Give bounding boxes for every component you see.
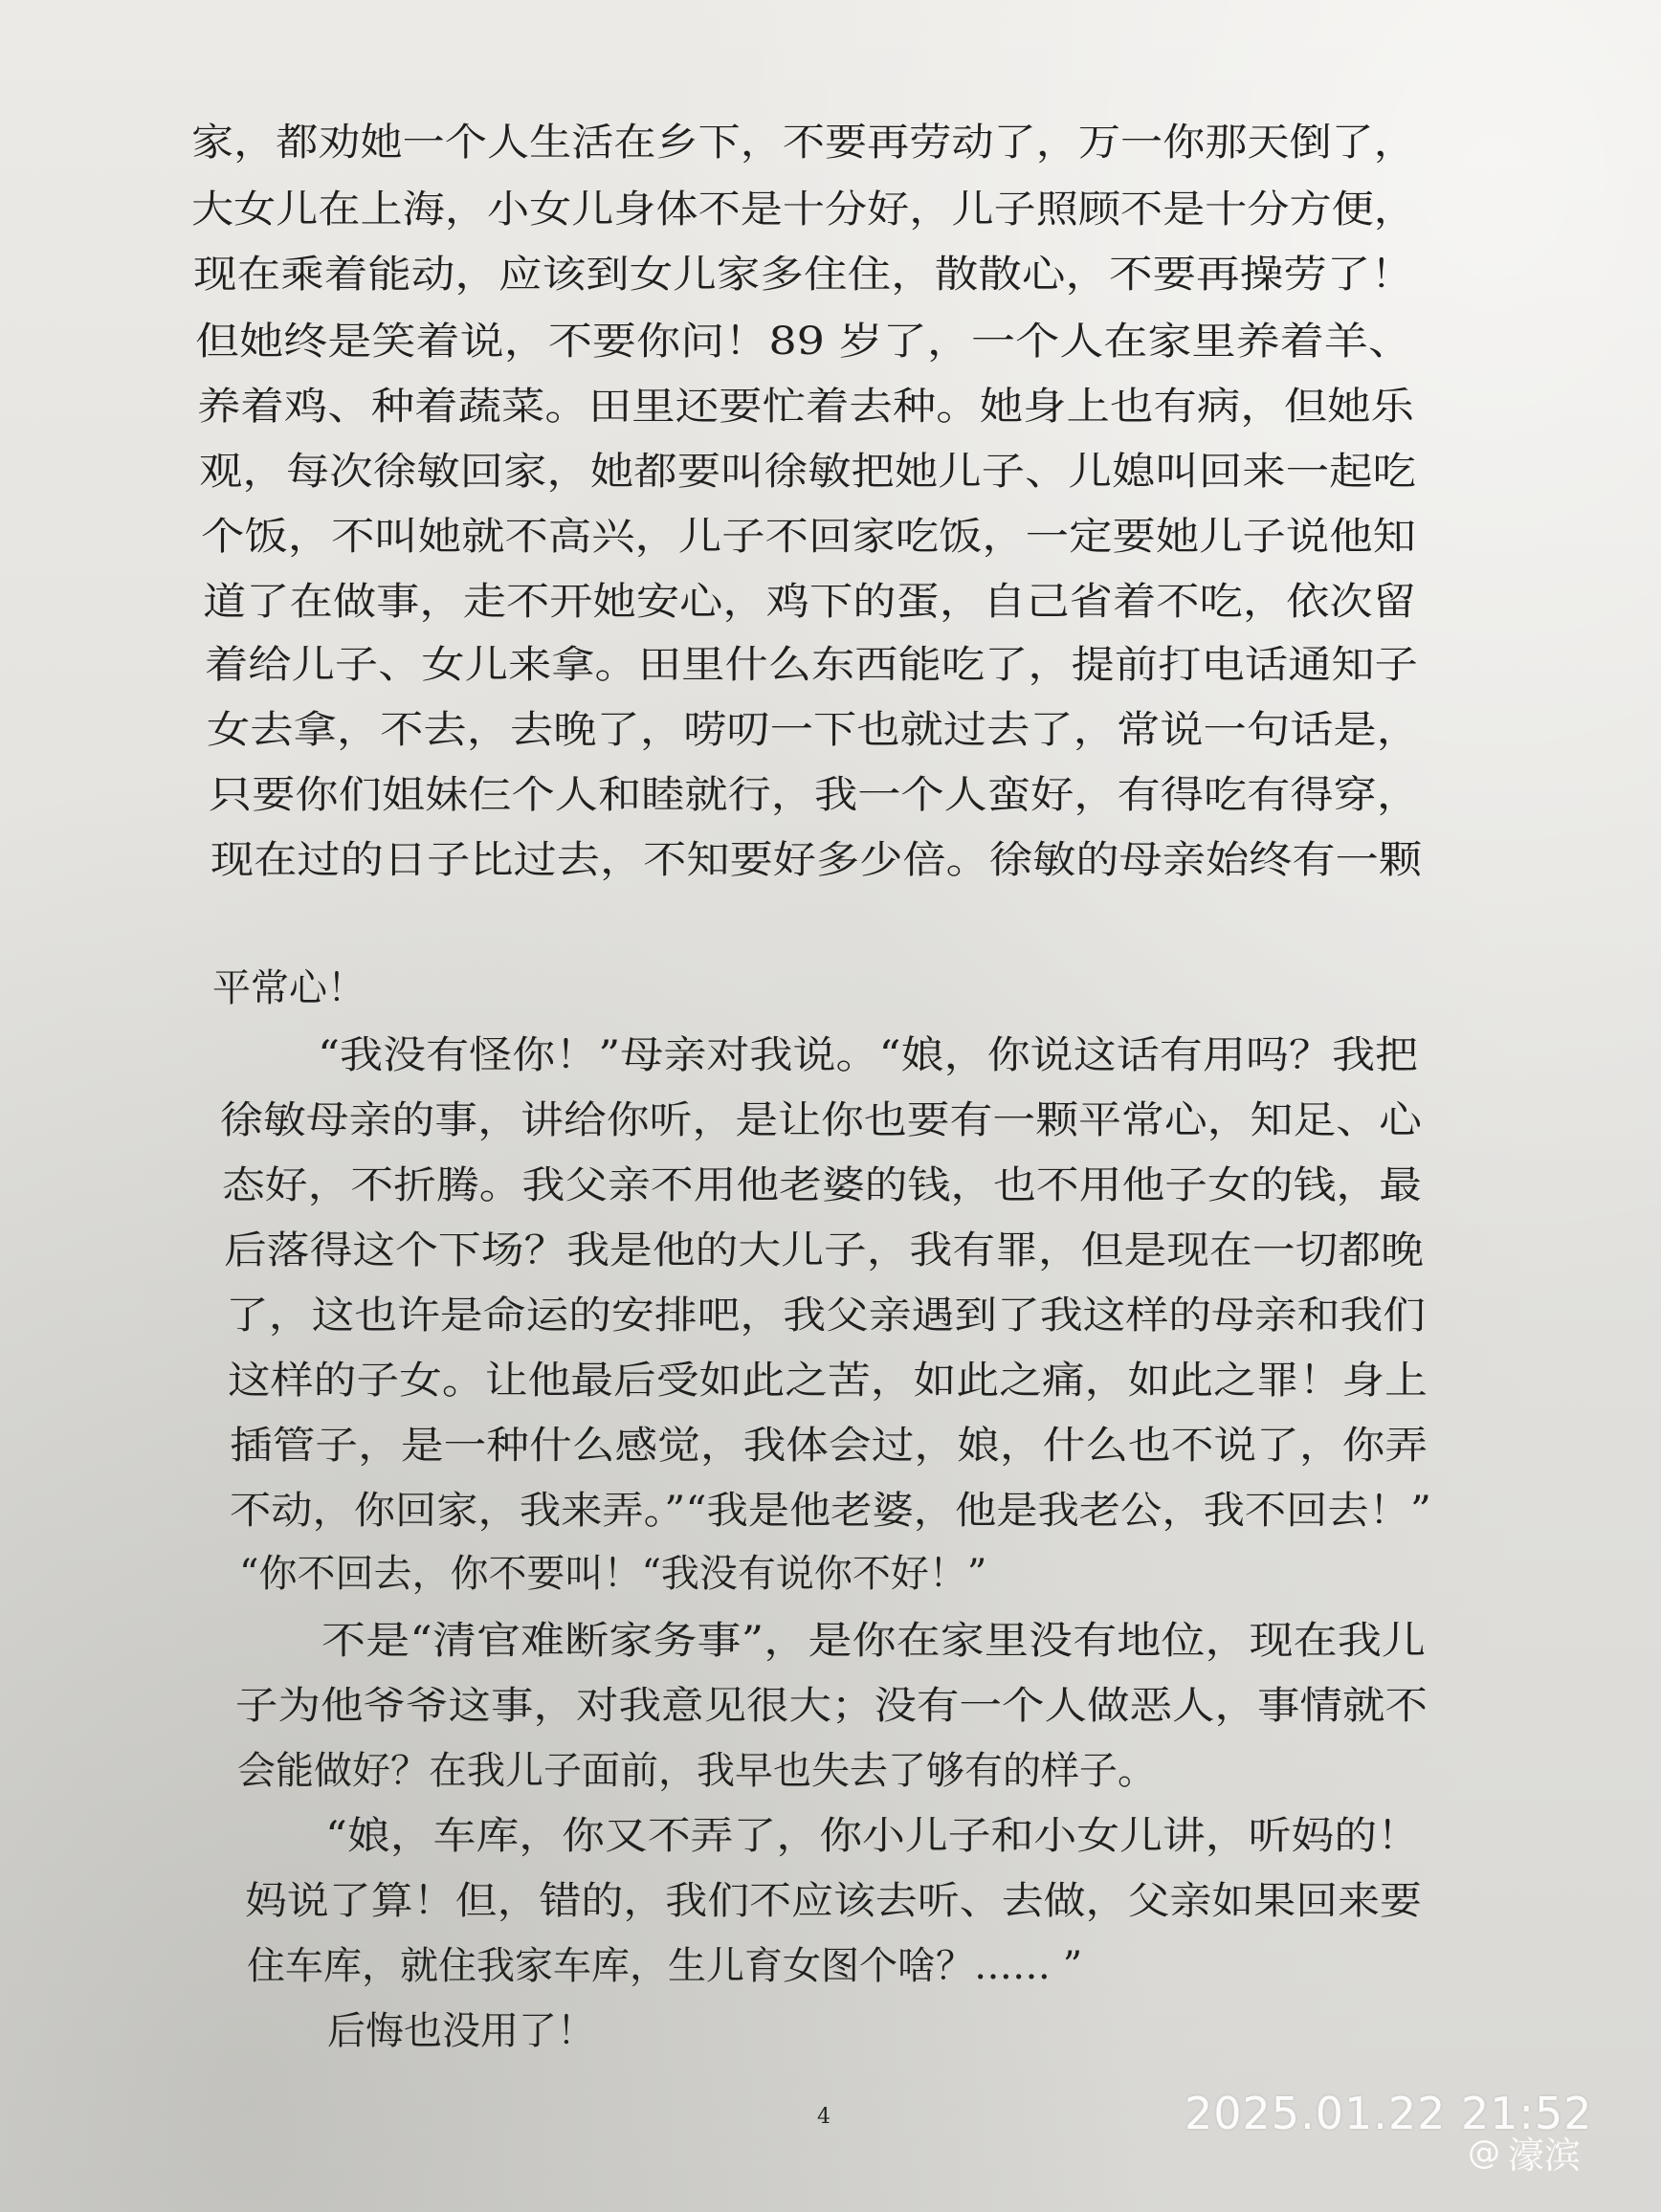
text-line: 不动，你回家，我来弄。”“我是他老婆，他是我老公，我不回去！” <box>230 1489 1432 1533</box>
text-line: “你不回去，你不要叫！“我没有说你不好！” <box>239 1552 987 1596</box>
text-line: 个饭，不叫她就不高兴，儿子不回家吃饭，一定要她儿子说他知 <box>201 515 1416 559</box>
photo-timestamp: 2025.01.22 21:52 <box>1185 2088 1593 2139</box>
text-line: 但她终是笑着说，不要你问！89 岁了，一个人在家里养着羊、 <box>195 320 1413 364</box>
text-line: 观，每次徐敏回家，她都要叫徐敏把她儿子、儿媳叫回来一起吃 <box>199 450 1416 494</box>
text-line: 现在乘着能动，应该到女儿家多住住，散散心，不要再操劳了！ <box>193 253 1415 297</box>
text-line: 只要你们姐妹仨个人和睦就行，我一个人蛮好，有得吃有得穿， <box>209 773 1421 817</box>
text-line: “我没有怪你！”母亲对我说。“娘，你说这话有用吗？我把 <box>318 1033 1419 1077</box>
text-line: “娘，车库，你又不弄了，你小儿子和小女儿讲，听妈的！ <box>325 1814 1421 1858</box>
text-line: 插管子，是一种什么感觉，我体会过，娘，什么也不说了，你弄 <box>230 1424 1428 1468</box>
text-line: 着给儿子、女儿来拿。田里什么东西能吃了，提前打电话通知子 <box>205 643 1418 687</box>
text-line: 女去拿，不去，去晚了，唠叨一下也就过去了，常说一句话是， <box>207 708 1420 752</box>
text-line: 后落得这个下场？我是他的大儿子，我有罪，但是现在一切都晚 <box>224 1228 1424 1272</box>
text-line: 徐敏母亲的事，讲给你听，是让你也要有一颗平常心，知足、心 <box>220 1098 1422 1142</box>
watermark-text: 濠滨 <box>1508 2135 1582 2177</box>
text-line: 妈说了算！但，错的，我们不应该去听、去做，父亲如果回来要 <box>245 1879 1422 1923</box>
text-line: 会能做好？在我儿子面前，我早也失去了够有的样子。 <box>237 1749 1156 1793</box>
text-line: 现在过的日子比过去，不知要好多少倍。徐敏的母亲始终有一颗 <box>210 838 1423 882</box>
text-line: 家，都劝她一个人生活在乡下，不要再劳动了，万一你那天倒了， <box>191 121 1416 165</box>
text-line: 住车库，就住我家车库，生儿育女图个啥？…… ” <box>247 1944 1083 1988</box>
text-line: 平常心！ <box>212 966 365 1010</box>
text-line: 后悔也没用了！ <box>327 2009 595 2053</box>
text-line: 道了在做事，走不开她安心，鸡下的蛋，自己省着不吃，依次留 <box>203 580 1416 624</box>
watermark <box>1468 2126 1581 2179</box>
text-line: 不是“清官难断家务事”，是你在家里没有地位，现在我儿 <box>321 1619 1427 1663</box>
page-number: 4 <box>817 2105 830 2129</box>
text-line: 这样的子女。让他最后受如此之苦，如此之痛，如此之罪！身上 <box>228 1359 1428 1403</box>
text-line: 了，这也许是命运的安排吧，我父亲遇到了我这样的母亲和我们 <box>226 1294 1426 1338</box>
text-line: 大女儿在上海，小女儿身体不是十分好，儿子照顾不是十分方便， <box>191 188 1416 232</box>
at-icon: @ <box>1468 2133 1500 2172</box>
text-line: 子为他爷爷这事，对我意见很大；没有一个人做恶人，事情就不 <box>235 1684 1428 1728</box>
text-line: 态好，不折腾。我父亲不用他老婆的钱，也不用他子女的钱，最 <box>222 1163 1422 1207</box>
text-line: 养着鸡、种着蔬菜。田里还要忙着去种。她身上也有病，但她乐 <box>197 385 1414 429</box>
